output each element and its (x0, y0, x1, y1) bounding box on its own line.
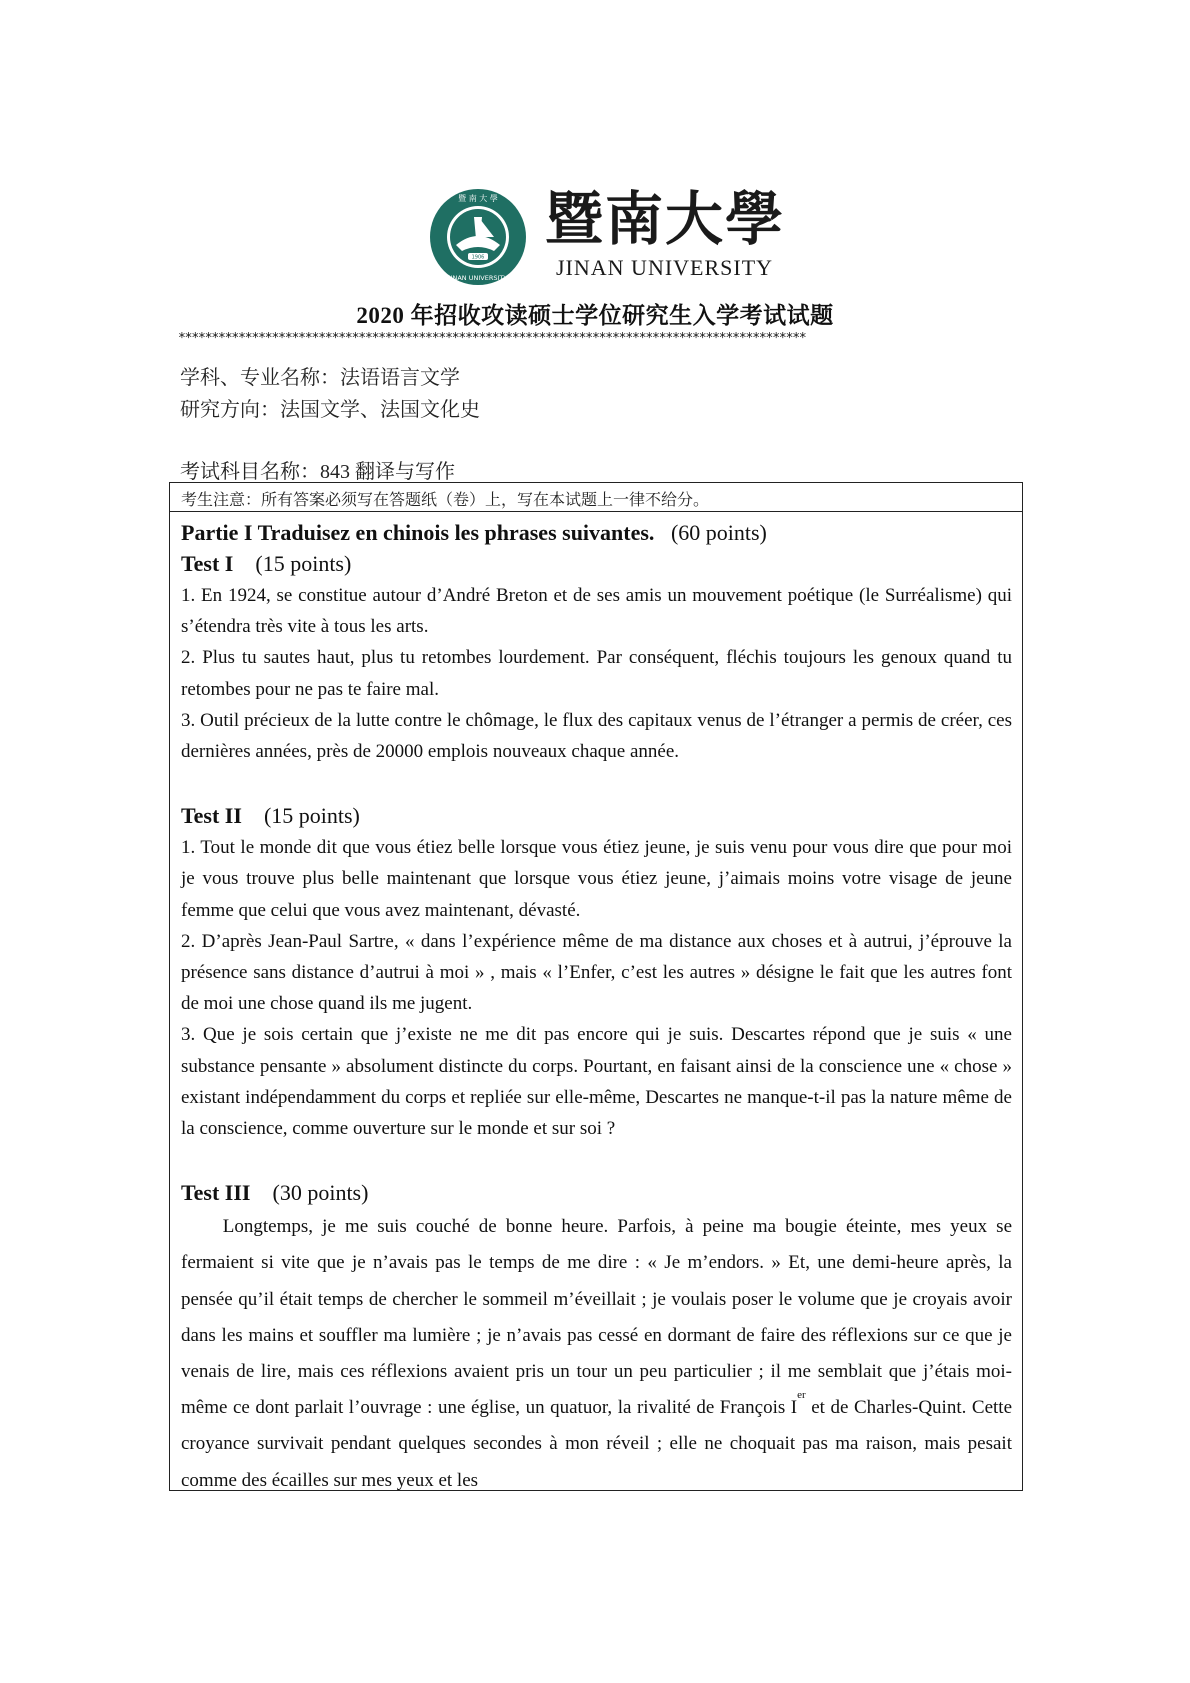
question-item: 2. Plus tu sautes haut, plus tu retombes lourdement. Par conséquent, fléchis toujours les genoux quand tu retombes pour ne pas te faire mal. (181, 647, 1012, 700)
superscript: er (797, 1389, 806, 1402)
section-spacer (181, 767, 1012, 800)
university-seal-icon (428, 187, 528, 287)
question-item: 1. Tout le monde dit que vous étiez belle lorsque vous étiez jeune, je suis venu pour vous dire que pour moi je vous trouve plus belle maintenant que lorsque vous étiez jeune, j’aimais moins votre visage de jeune femme que celui que vous avez maintenant, dévasté. (181, 837, 1012, 921)
test-heading (181, 800, 1012, 832)
test-points: (15 points) (255, 551, 352, 576)
test-label: Test I (181, 551, 234, 576)
test-points: (15 points) (263, 803, 360, 829)
university-logo (428, 183, 786, 288)
passage-text: et de Charles-Quint. Cette croyance survivait pendant quelques secondes à mon réveil ; elle ne choquait pas ma raison, mais pesait comme des écailles sur mes yeux et les (181, 1397, 1013, 1491)
test-label: Test III (181, 1180, 251, 1206)
exam-content-frame (169, 482, 1023, 1491)
svg-text:JINAN UNIVERSITY: JINAN UNIVERSITY (448, 274, 508, 282)
candidate-notice: 考生注意：所有答案必须写在答题纸（卷）上，写在本试题上一律不给分。 (170, 483, 1022, 512)
passage-text: Longtemps, je me suis couché de bonne heure. Parfois, à peine ma bougie éteinte, mes yeux se fermaient si vite que je n’avais pas le temps de me dire : « Je m’endors. » Et, une demi-heure après, la pensée qu’il était temps de chercher le sommeil m’éveillait ; je voulais poser le volume que je croyais avoir dans les mains et souffler ma lumière ; je n’avais pas cessé en dormant de faire des réflexions sur ce que je venais de lire, mais ces réflexions avaient pris un tour un peu particulier ; il me semblait que j’étais moi-même ce dont parlait l’ouvrage : une église, un quatuor, la rivalité de François I (181, 1216, 1012, 1419)
university-name-english: JINAN UNIVERSITY (556, 255, 774, 280)
exam-questions (181, 518, 1012, 1499)
exam-title: 2020 年招收攻读硕士学位研究生入学考试试题 (356, 303, 834, 328)
question-item: 1. En 1924, se constitue autour d’André Breton et de ses amis un mouvement poétique (le Surréalisme) qui s’étendra très vite à tous les arts. (181, 585, 1012, 638)
discipline-label: 学科、专业名称：法语语言文学 (180, 367, 460, 389)
test-heading (181, 1177, 1012, 1209)
part-title (181, 518, 1012, 548)
section-spacer (181, 1144, 1012, 1177)
svg-text:暨 南 大 學: 暨 南 大 學 (458, 194, 498, 203)
part-title-text: Partie I Traduisez en chinois les phrases suivantes. (181, 520, 655, 545)
question-item: 3. Que je sois certain que j’existe ne me dit pas encore qui je suis. Descartes répond que je suis « une substance pensante » absolument distincte du corps. Pourtant, en faisant ainsi de la conscience une « chose » existant indépendamment du corps et repliée sur elle-même, Descartes ne manque-t-il pas la nature même de la conscience, comme ouverture sur le monde et sur soi ? (181, 1024, 1012, 1140)
part-points: (60 points) (670, 520, 767, 545)
translation-passage (181, 1209, 1012, 1499)
research-direction-label: 研究方向：法国文学、法国文化史 (180, 399, 480, 421)
svg-text:1906: 1906 (471, 254, 485, 261)
star-separator: ********************************************************************************************** (178, 331, 806, 346)
question-item: 2. D’après Jean-Paul Sartre, « dans l’expérience même de ma distance aux choses et à autrui, j’éprouve la présence sans distance d’autrui à moi » , mais « l’Enfer, c’est les autres » désigne le fait que les autres font de moi une chose quand ils me jugent. (181, 930, 1012, 1015)
test-label: Test II (181, 803, 242, 829)
question-item: 3. Outil précieux de la lutte contre le chômage, le flux des capitaux venus de l’étranger a permis de créer, ces dernières années, près de 20000 emplois nouveaux chaque année. (181, 709, 1012, 763)
test-heading (181, 548, 1012, 580)
university-name-chinese: 暨南大學 (545, 185, 786, 253)
exam-subject-label: 考试科目名称：843 翻译与写作 (180, 461, 455, 483)
test-points: (30 points) (272, 1180, 369, 1206)
